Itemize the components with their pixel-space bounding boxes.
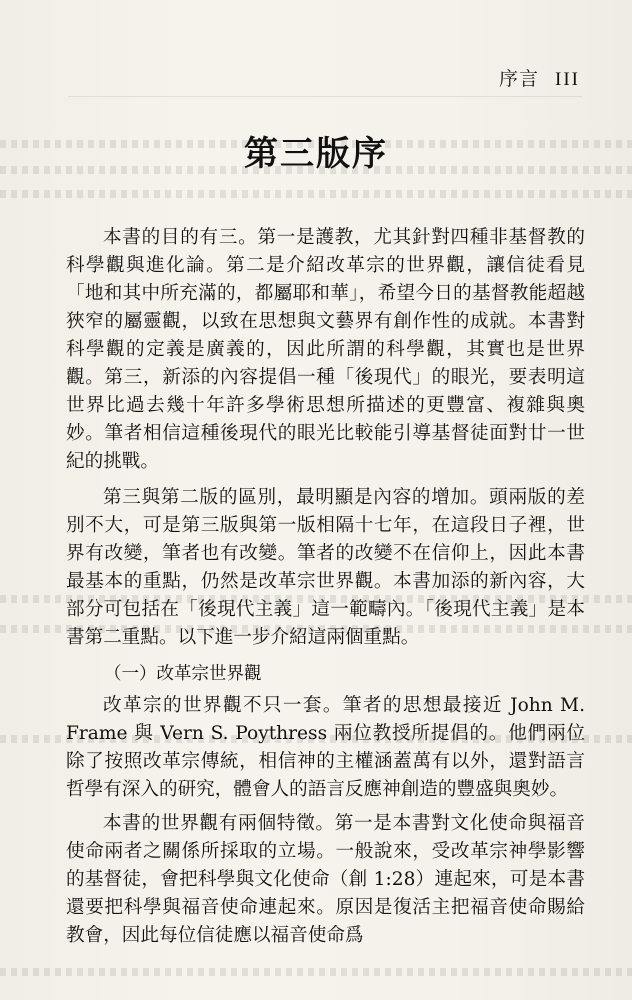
- body-text: [66, 224, 585, 958]
- paragraph: 本書的世界觀有兩個特徵。第一是本書對文化使命與福音使命兩者之關係所採取的立場。一般說來，受改革宗神學影響的基督徒，會把科學與文化使命（創 1:28）連起來，可是本書還要把科學與福音使命連起來。原因是復活主把福音使命賜給教會，因此每位信徒應以福音使命爲: [66, 813, 585, 946]
- section-subheading: （一）改革宗世界觀: [104, 664, 262, 684]
- paragraph: 改革宗的世界觀不只一套。筆者的思想最接近 John M. Frame 與 Vern S. Poythress 兩位教授所提倡的。他們兩位除了按照改革宗傳統，相信神的主權涵蓋萬有以外，還對語言哲學有深入的研究，體會人的語言反應神創造的豐盛與奧妙。: [66, 695, 585, 800]
- chapter-title: 第三版序: [244, 134, 388, 174]
- paragraph: 第三與第二版的區別，最明顯是內容的增加。頭兩版的差別不大，可是第三版與第一版相隔十七年，在這段日子裡，世界有改變，筆者也有改變。筆者的改變不在信仰上，因此本書最基本的重點，仍然是改革宗世界觀。本書加添的新內容，大部分可包括在「後現代主義」這一範疇內。「後現代主義」是本書第二重點。以下進一步介紹這兩個重點。: [66, 487, 585, 648]
- bleed-through-line: [0, 190, 632, 198]
- page-number: III: [555, 69, 580, 90]
- header-rule: [68, 96, 582, 97]
- bleed-through-line: [0, 968, 632, 976]
- header-section: 序言: [499, 68, 540, 90]
- running-header: [499, 64, 580, 91]
- paragraph: 本書的目的有三。第一是護教，尤其針對四種非基督教的科學觀與進化論。第二是介紹改革宗的世界觀，讓信徒看見「地和其中所充滿的，都屬耶和華」，希望今日的基督教能超越狹窄的屬靈觀，以致在思想與文藝界有創作性的成就。本書對科學觀的定義是廣義的，因此所謂的科學觀，其實也是世界觀。第三，新添的內容提倡一種「後現代」的眼光，要表明這世界比過去幾十年許多學術思想所描述的更豐富、複雜與奧妙。筆者相信這種後現代的眼光比較能引導基督徒面對廿一世紀的挑戰。: [66, 227, 585, 472]
